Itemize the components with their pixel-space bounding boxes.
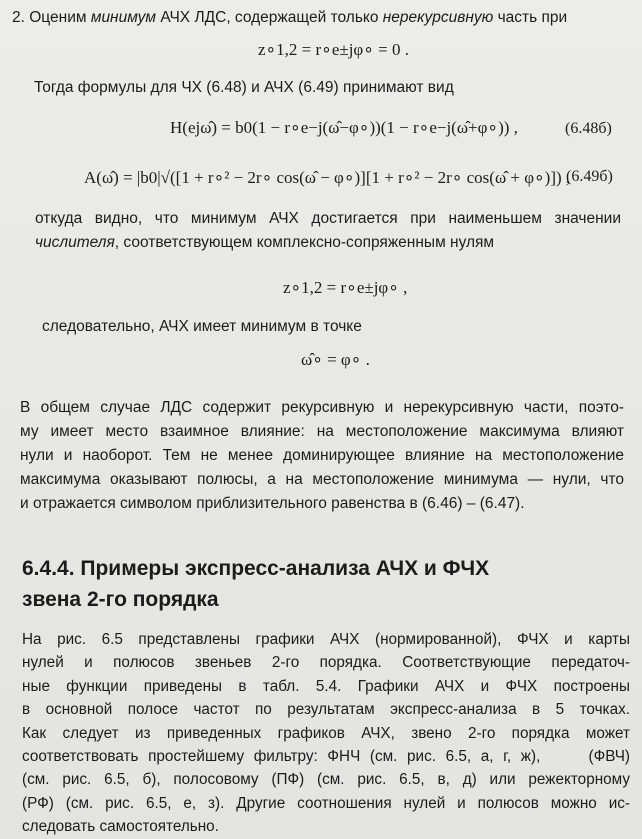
- equation-A-number: (6.49б): [566, 168, 613, 185]
- equation-min-point: ω̂∘ = φ∘ .: [301, 350, 370, 369]
- section-line: На рис. 6.5 представлены графики АЧХ (нормированной), ФЧХ и карты: [22, 631, 630, 648]
- then-text: Тогда формулы для ЧХ (6.48) и АЧХ (6.49) принимают вид: [34, 79, 454, 96]
- section-line: нулей и полюсов звеньев 2-го порядка. Соответствующие передаточ-: [22, 654, 630, 672]
- section-paragraph: [22, 628, 630, 839]
- equation-H-number: (6.48б): [565, 120, 612, 137]
- item-number: 2.: [12, 9, 25, 26]
- equation-H: H(ejω̂) = b0(1 − r∘e−j(ω̂−φ∘))(1 − r∘e−j(ω̂+φ∘)) ,: [170, 118, 518, 137]
- equation-zeros-2: z∘1,2 = r∘e±jφ∘ ,: [283, 278, 408, 297]
- general-line: В общем случае ЛДС содержит рекурсивную и нерекурсивную части, поэто-: [20, 399, 624, 416]
- section-line: следовать самостоятельно.: [22, 818, 219, 836]
- general-line: нули и наоборот. Тем не менее доминирующее влияние на местоположение: [20, 447, 624, 464]
- general-paragraph: [20, 396, 624, 516]
- section-line: (см. рис. 6.5, б), полосовому (ПФ) (см. рис. 6.5, в, д) или режекторному: [22, 771, 630, 789]
- section-heading: 6.4.4. Примеры экспресс-анализа АЧХ и ФЧХ звена 2-го порядка: [22, 557, 490, 611]
- general-line: му имеет место взаимное влияние: на местоположение максимума влияют: [20, 423, 624, 440]
- section-line: Как следует из приведенных графиков АЧХ, звено 2-го порядка может: [22, 724, 630, 742]
- equation-A: A(ω̂) = |b0|√([1 + r∘² − 2r∘ cos(ω̂ − φ∘)][1 + r∘² − 2r∘ cos(ω̂ + φ∘)]) ,: [84, 168, 571, 187]
- section-line: в основной полосе частот по результатам экспресс-анализа в 5 точках.: [22, 701, 630, 719]
- section-line: соответствовать простейшему фильтру: ФНЧ (см. рис. 6.5, а, г, ж), (ФВЧ): [22, 748, 630, 766]
- general-line: и отражается символом приблизительного равенства в (6.46) – (6.47).: [20, 495, 525, 512]
- minimum-paragraph: откуда видно, что минимум АЧХ достигается при наименьшем значении числителя, соответствующем комплексно-сопряженным нулям: [35, 210, 621, 251]
- section-line: (РФ) (см. рис. 6.5, е, з). Другие соотношения нулей и полюсов можно ис-: [22, 794, 630, 812]
- general-line: максимума оказывают полюсы, а на местоположение минимума — нули, что: [20, 471, 624, 488]
- equation-zeros: z∘1,2 = r∘e±jφ∘ = 0 .: [258, 40, 409, 59]
- section-line: ные функции приведены в табл. 5.4. Графики АЧХ и ФЧХ построены: [22, 677, 630, 695]
- consequence-text: следовательно, АЧХ имеет минимум в точке: [42, 318, 362, 335]
- intro-paragraph: 2. Оценим минимум АЧХ ЛДС, содержащей только нерекурсивную часть при: [12, 9, 568, 26]
